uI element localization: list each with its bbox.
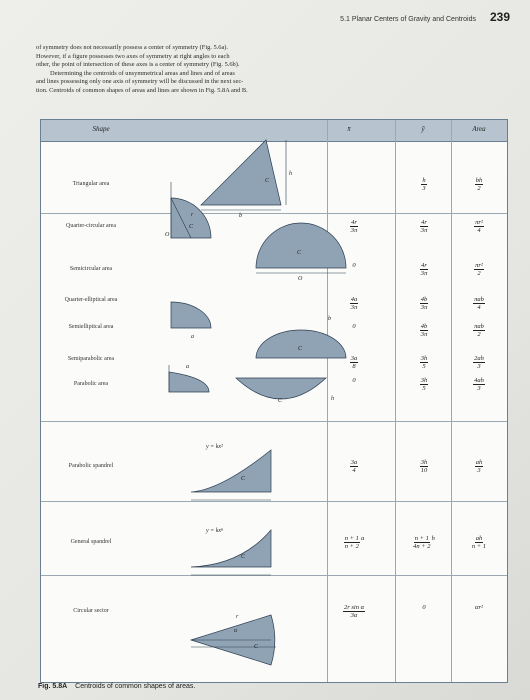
fraction — [420, 262, 428, 277]
fraction — [474, 219, 484, 234]
intro-line: tion. Centroids of common shapes of areas and lines are shown in Fig. 5.8A and B. — [36, 86, 248, 94]
shape-name-1: Quarter-circular area — [65, 223, 116, 229]
parabolic-spandrel-shape — [191, 450, 271, 492]
denominator: 8 — [352, 363, 356, 370]
shape-name-2: Semicircular area — [69, 266, 113, 272]
multiplier: h — [431, 535, 435, 542]
fraction — [420, 459, 429, 474]
denominator: 10 — [420, 467, 428, 474]
area-value-2 — [453, 262, 505, 277]
figure-caption — [38, 683, 195, 690]
numerator: ah — [475, 535, 483, 542]
area-value-4 — [453, 323, 505, 338]
xbar-value-4: 0 — [352, 323, 356, 330]
header-shape: Shape — [92, 125, 110, 133]
label-c: C — [297, 250, 302, 256]
numerator: 4a — [350, 296, 358, 303]
shape-name-9: Circular sector — [73, 608, 109, 614]
label-eq-parabola: y = kx² — [206, 444, 223, 450]
shape-name-4: Semielliptical area — [68, 324, 114, 330]
denominator: 3π — [420, 227, 428, 234]
label-c: C — [241, 476, 246, 482]
running-title: 5.1 Planar Centers of Gravity and Centroids — [340, 16, 476, 23]
denominator: 4 — [477, 304, 481, 311]
label-r: r — [191, 212, 194, 218]
denominator: 3π — [420, 304, 428, 311]
shape-name-7: Parabolic spandrel — [68, 463, 114, 469]
label-c: C — [265, 178, 270, 184]
area-value-9: αr² — [475, 604, 483, 611]
fraction — [472, 535, 486, 550]
shape-name-8: General spandrel — [70, 539, 112, 545]
general-spandrel-shape — [191, 530, 271, 567]
numerator: 4b — [420, 296, 428, 303]
area-value-8 — [453, 535, 505, 550]
xbar-value-6: 0 — [352, 377, 356, 384]
numerator: bh — [475, 177, 483, 184]
numerator: 3h — [420, 355, 428, 362]
fraction — [420, 323, 429, 338]
label-eq-general: y = kxⁿ — [206, 528, 223, 534]
ybar-value-7 — [397, 459, 451, 474]
numerator: 3h — [420, 377, 428, 384]
header-ybar: ȳ — [421, 125, 425, 133]
label-c: C — [298, 346, 303, 352]
denominator: 3 — [477, 467, 481, 474]
denominator: 5 — [422, 385, 426, 392]
ybar-value-8 — [397, 535, 451, 550]
shape-name-3: Quarter-elliptical area — [64, 297, 118, 303]
label-alpha: α — [234, 628, 238, 634]
area-value-5 — [453, 355, 505, 370]
fraction — [421, 177, 426, 192]
fraction — [420, 219, 428, 234]
ybar-value-2 — [397, 262, 451, 277]
numerator: 2r sin α — [343, 604, 365, 611]
fraction — [344, 535, 360, 550]
ybar-value-1 — [397, 219, 451, 234]
label-c: C — [254, 644, 259, 650]
denominator: 3 — [477, 385, 481, 392]
denominator: 5 — [422, 363, 426, 370]
xbar-value-1 — [331, 219, 377, 234]
fraction — [350, 296, 359, 311]
denominator: 3 — [422, 185, 426, 192]
numerator: 4b — [420, 323, 428, 330]
denominator: 2 — [477, 270, 481, 277]
fraction — [473, 377, 485, 392]
label-c: C — [241, 554, 246, 560]
area-value-6 — [453, 377, 505, 392]
denominator: 2 — [477, 185, 481, 192]
xbar-value-5 — [331, 355, 377, 370]
numerator: 4r — [351, 219, 357, 226]
intro-paragraph — [36, 44, 336, 96]
label-h: h — [289, 171, 292, 177]
label-a: a — [186, 364, 189, 370]
label-b: b — [328, 316, 331, 322]
header-area: Area — [472, 125, 486, 133]
numerator: πab — [474, 323, 484, 330]
numerator: 3a — [350, 355, 358, 362]
ybar-value-9: 0 — [422, 604, 426, 611]
numerator: πab — [474, 296, 484, 303]
numerator: h — [422, 177, 426, 184]
label-h: h — [331, 396, 334, 402]
shape-name-5: Semiparabolic area — [67, 356, 115, 362]
label-b: b — [239, 213, 242, 219]
numerator: πr² — [475, 262, 483, 269]
xbar-value-9 — [331, 604, 377, 619]
numerator: 3h — [420, 459, 428, 466]
triangle-shape — [201, 140, 281, 205]
numerator: 3a — [350, 459, 358, 466]
xbar-value-2: 0 — [352, 262, 356, 269]
fraction — [350, 459, 359, 474]
denominator: 3π — [420, 331, 428, 338]
intro-line: other, the point of intersection of these axes is a center of symmetry (Fig. 5.6b). — [36, 61, 240, 69]
label-o: O — [165, 232, 170, 238]
intro-line: However, if a figure possesses two axes of symmetry at right angles to each — [36, 52, 230, 60]
denominator: 4 — [477, 227, 481, 234]
multiplier: a — [360, 535, 365, 542]
fraction — [420, 377, 429, 392]
caption-label: Fig. 5.8A — [38, 683, 68, 690]
numerator: ah — [475, 459, 483, 466]
denominator: 3π — [350, 227, 358, 234]
denominator: 2 — [477, 331, 481, 338]
label-c: C — [189, 224, 194, 230]
denominator: 3π — [420, 270, 428, 277]
denominator: 3 — [477, 363, 481, 370]
label-a: a — [191, 334, 194, 340]
numerator: n + 1 — [344, 535, 359, 542]
label-r: r — [236, 614, 239, 620]
fraction — [473, 323, 485, 338]
ybar-value-3 — [397, 296, 451, 311]
quarter-ellipse-shape — [171, 302, 211, 328]
fraction — [473, 355, 485, 370]
header-xbar: x̄ — [347, 125, 351, 133]
numerator: n + 1 — [414, 535, 429, 542]
fraction — [420, 296, 429, 311]
area-value-3 — [453, 296, 505, 311]
fraction — [350, 355, 359, 370]
fraction — [475, 459, 484, 474]
page-number: 239 — [489, 10, 510, 24]
xbar-value-8 — [331, 535, 377, 550]
semiparabola-shape — [169, 372, 209, 392]
ybar-value-6 — [397, 377, 451, 392]
area-value-1 — [453, 219, 505, 234]
ybar-value-5 — [397, 355, 451, 370]
xbar-value-3 — [331, 296, 377, 311]
intro-line: Determining the centroids of unsymmetrical areas and lines and of areas — [50, 69, 235, 77]
intro-line: and lines possessing only one axis of symmetry will be discussed in the next sec- — [36, 78, 244, 86]
running-header — [340, 10, 510, 24]
caption-text: Centroids of common shapes of areas. — [75, 683, 196, 690]
numerator: 4ah — [474, 377, 484, 384]
denominator: 3α — [350, 612, 358, 619]
shape-name-0: Triangular area — [72, 181, 110, 187]
denominator: 3π — [350, 304, 358, 311]
numerator: 2ah — [474, 355, 484, 362]
fraction — [343, 604, 365, 619]
fraction — [475, 177, 484, 192]
denominator: 4n + 2 — [413, 543, 431, 550]
denominator: 4 — [352, 467, 356, 474]
numerator: 4r — [421, 219, 427, 226]
parabola-shape — [236, 378, 326, 399]
shape-diagrams — [41, 120, 507, 682]
numerator: 4r — [421, 262, 427, 269]
centroid-table — [40, 119, 508, 683]
fraction — [474, 262, 484, 277]
denominator: n + 1 — [471, 543, 487, 550]
area-value-7 — [453, 459, 505, 474]
shape-name-6: Parabolic area — [73, 381, 109, 387]
ybar-value-4 — [397, 323, 451, 338]
label-o: O — [298, 276, 303, 282]
ybar-value-0 — [397, 177, 451, 192]
label-c: C — [278, 398, 283, 404]
area-value-0 — [453, 177, 505, 192]
fraction — [473, 296, 485, 311]
xbar-value-7 — [331, 459, 377, 474]
numerator: πr² — [475, 219, 483, 226]
intro-line: of symmetry does not necessarily possess a center of symmetry (Fig. 5.6a). — [36, 44, 229, 51]
fraction — [420, 355, 429, 370]
semi-ellipse-shape — [256, 330, 346, 358]
denominator: n + 2 — [344, 543, 359, 550]
fraction — [350, 219, 358, 234]
fraction — [413, 535, 430, 550]
